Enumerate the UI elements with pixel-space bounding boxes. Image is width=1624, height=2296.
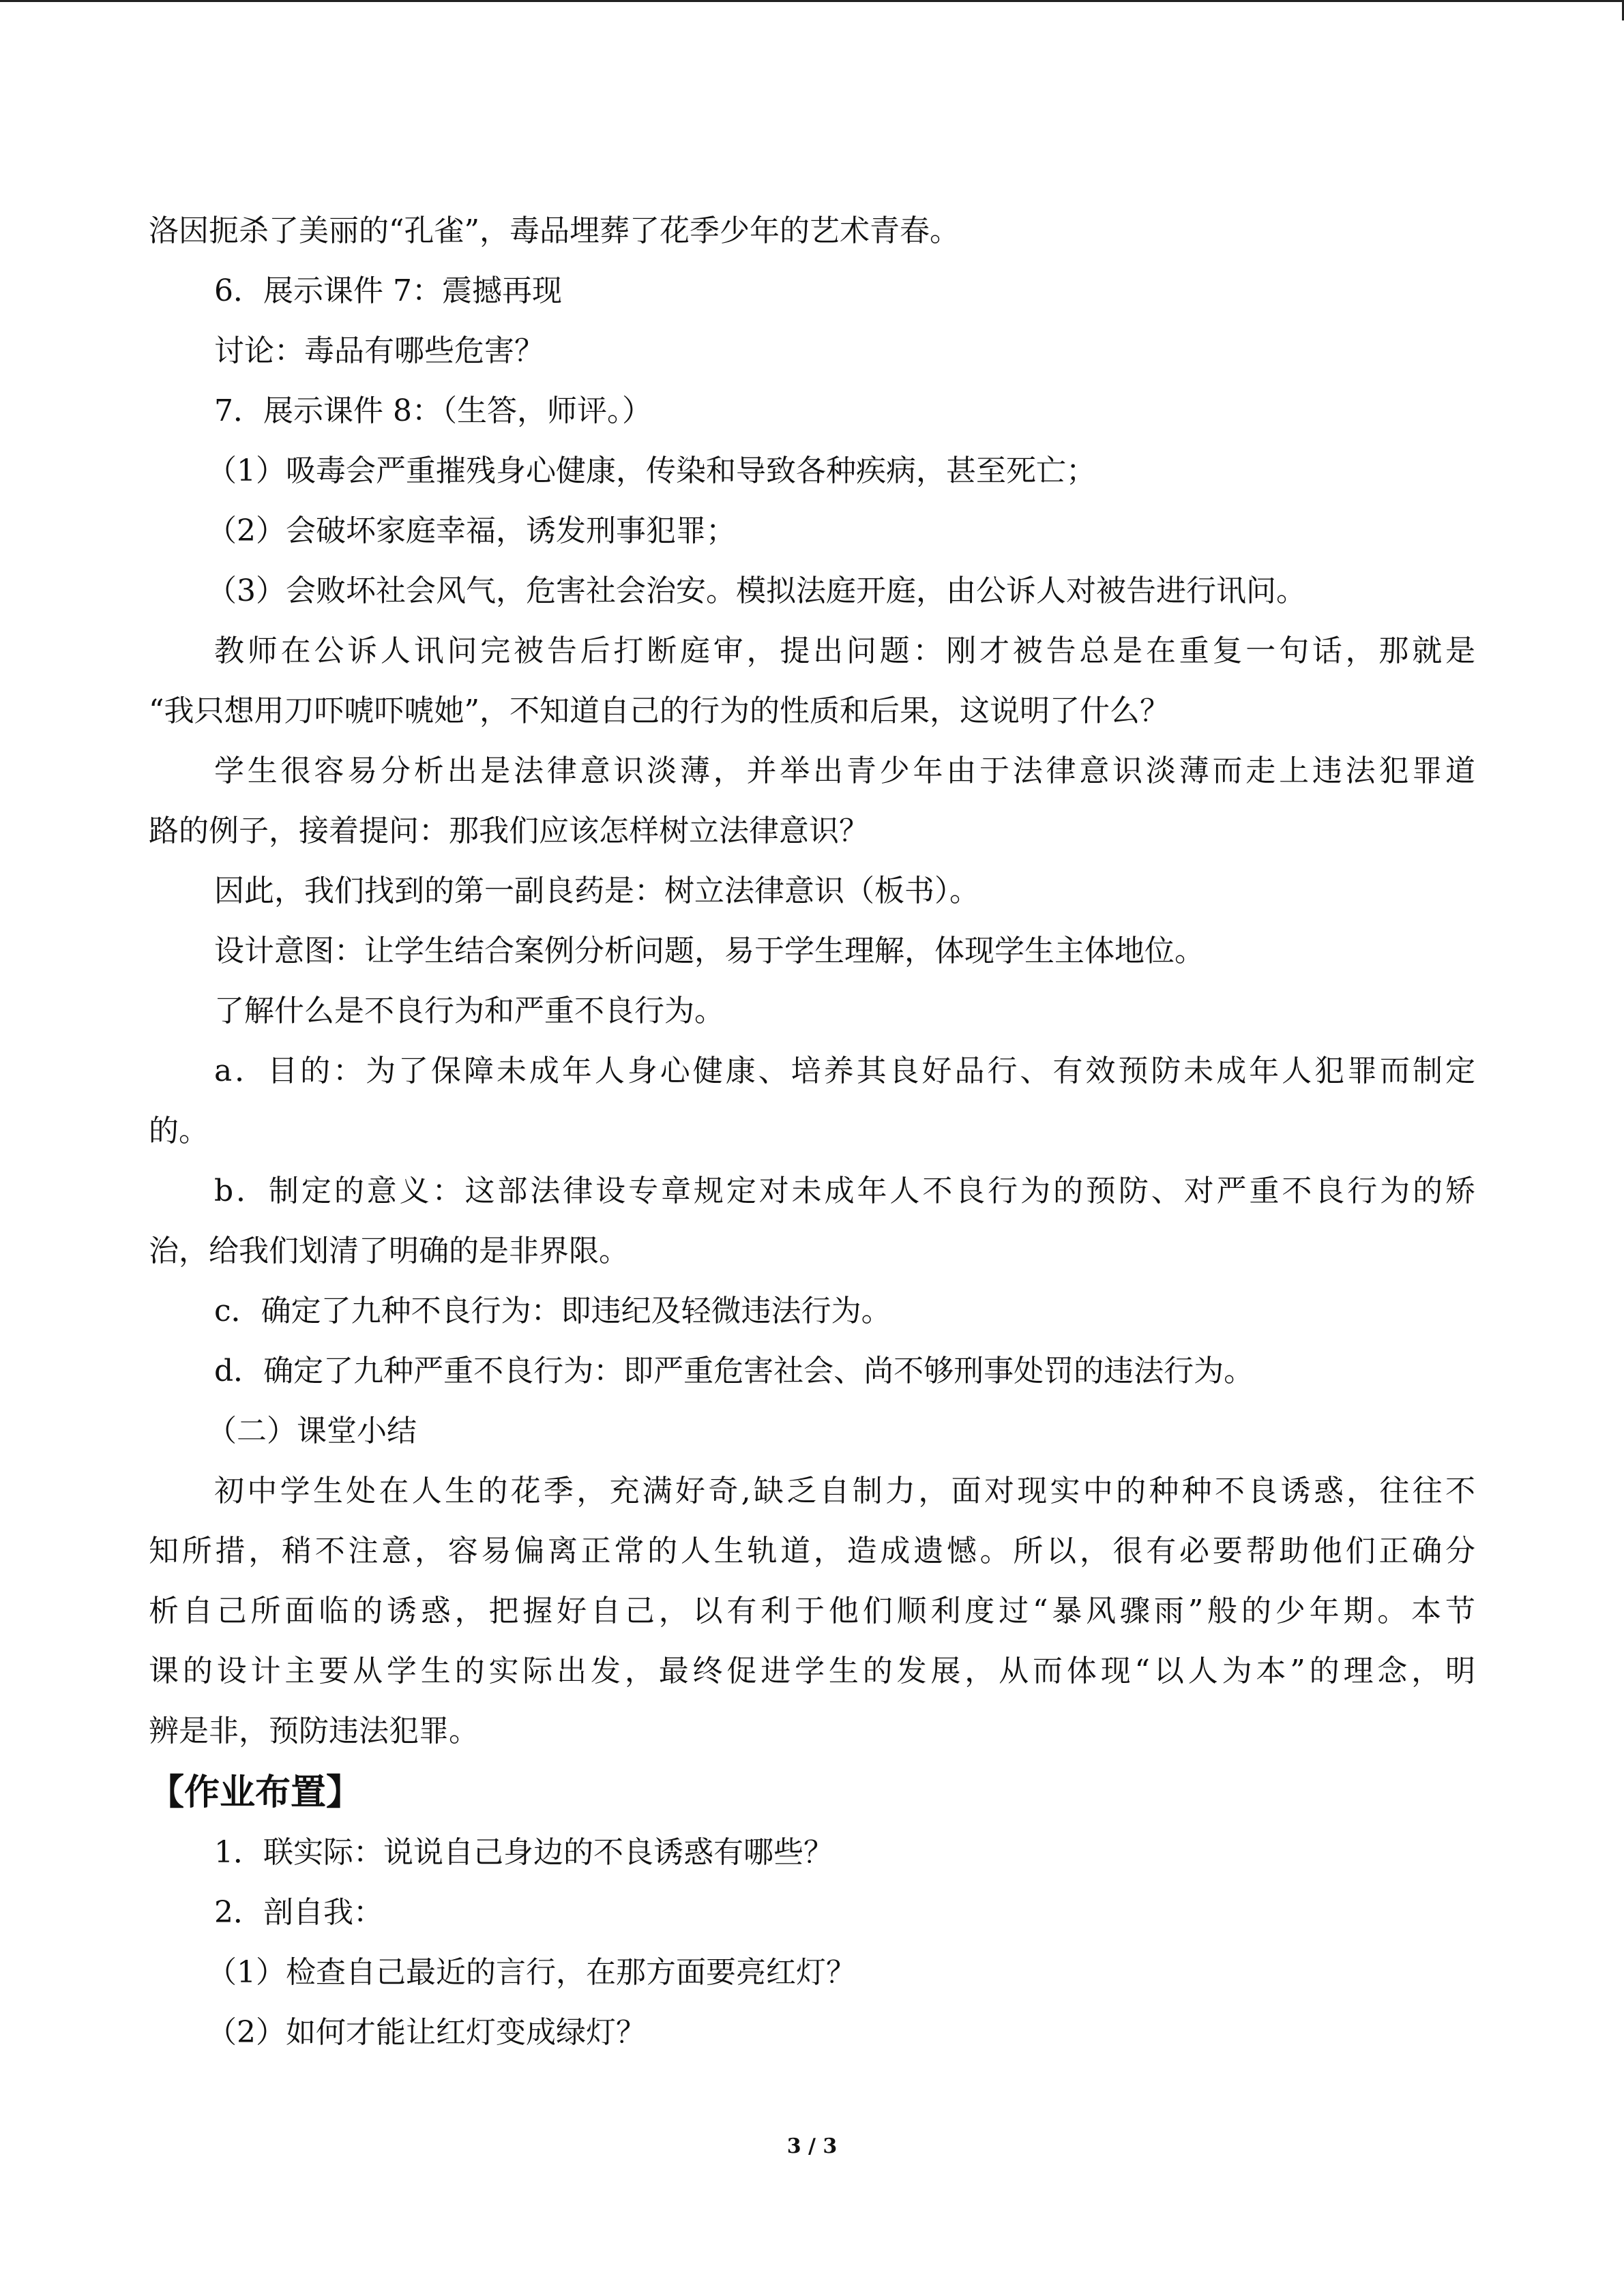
homework-subitem-2: （2）如何才能让红灯变成绿灯？ (207, 2015, 646, 2050)
step-7-heading: 7．展示课件 8：（生答，师评。） (214, 393, 652, 428)
bad-behavior-intro: 了解什么是不良行为和严重不良行为。 (214, 994, 724, 1028)
homework-item-1: 1．联实际：说说自己身边的不良诱惑有哪些？ (214, 1835, 833, 1870)
summary-line-3: 析自己所面临的诱惑，把握好自己，以有利于他们顺利度过“暴风骤雨”般的少年期。本节 (149, 1594, 1475, 1628)
page-top-border (0, 0, 1624, 2)
summary-line-1: 初中学生处在人生的花季，充满好奇,缺乏自制力，面对现实中的种种不良诱惑，往往不 (214, 1474, 1475, 1508)
item-a-line-2: 的。 (149, 1114, 209, 1148)
design-intent: 设计意图：让学生结合案例分析问题，易于学生理解，体现学生主体地位。 (214, 934, 1205, 968)
harm-item-2: （2）会破坏家庭幸福，诱发刑事犯罪； (207, 513, 736, 548)
first-remedy: 因此，我们找到的第一副良药是：树立法律意识（板书）。 (214, 874, 979, 908)
step-6-heading: 6．展示课件 7：震撼再现 (214, 273, 562, 308)
summary-line-4: 课的设计主要从学生的实际出发，最终促进学生的发展，从而体现“以人为本”的理念，明 (149, 1654, 1475, 1688)
student-analysis-line-1: 学生很容易分析出是法律意识淡薄，并举出青少年由于法律意识淡薄而走上违法犯罪道 (214, 754, 1475, 788)
item-c: c．确定了九种不良行为：即违纪及轻微违法行为。 (214, 1294, 891, 1328)
discussion-question: 讨论：毒品有哪些危害？ (214, 333, 544, 368)
homework-subitem-1: （1）检查自己最近的言行，在那方面要亮红灯？ (207, 1955, 856, 1990)
homework-heading: 【作业布置】 (149, 1772, 362, 1813)
document-body (149, 201, 1475, 2063)
teacher-question-line-1: 教师在公诉人讯问完被告后打断庭审，提出问题：刚才被告总是在重复一句话，那就是 (214, 633, 1475, 668)
item-b-line-2: 治，给我们划清了明确的是非界限。 (149, 1234, 629, 1268)
summary-line-2: 知所措，稍不注意，容易偏离正常的人生轨道，造成遗憾。所以，很有必要帮助他们正确分 (149, 1534, 1475, 1568)
item-b-line-1: b．制定的意义：这部法律设专章规定对未成年人不良行为的预防、对严重不良行为的矫 (214, 1174, 1475, 1208)
section-summary-heading: （二）课堂小结 (207, 1414, 417, 1448)
harm-item-1: （1）吸毒会严重摧残身心健康，传染和导致各种疾病，甚至死亡； (207, 453, 1096, 488)
page-number: 3 / 3 (786, 2134, 838, 2158)
paragraph-continuation: 洛因扼杀了美丽的“孔雀”，毒品埋葬了花季少年的艺术青春。 (149, 213, 960, 248)
harm-item-3: （3）会败坏社会风气，危害社会治安。模拟法庭开庭，由公诉人对被告进行讯问。 (207, 573, 1306, 608)
teacher-question-line-2: “我只想用刀吓唬吓唬她”，不知道自己的行为的性质和后果，这说明了什么？ (149, 694, 1170, 728)
student-analysis-line-2: 路的例子，接着提问：那我们应该怎样树立法律意识？ (149, 814, 869, 848)
summary-line-5: 辨是非，预防违法犯罪。 (149, 1714, 479, 1748)
item-d: d．确定了九种严重不良行为：即严重危害社会、尚不够刑事处罚的违法行为。 (214, 1354, 1254, 1388)
homework-item-2: 2．剖自我： (214, 1895, 383, 1930)
item-a-line-1: a．目的：为了保障未成年人身心健康、培养其良好品行、有效预防未成年人犯罪而制定 (214, 1054, 1475, 1088)
